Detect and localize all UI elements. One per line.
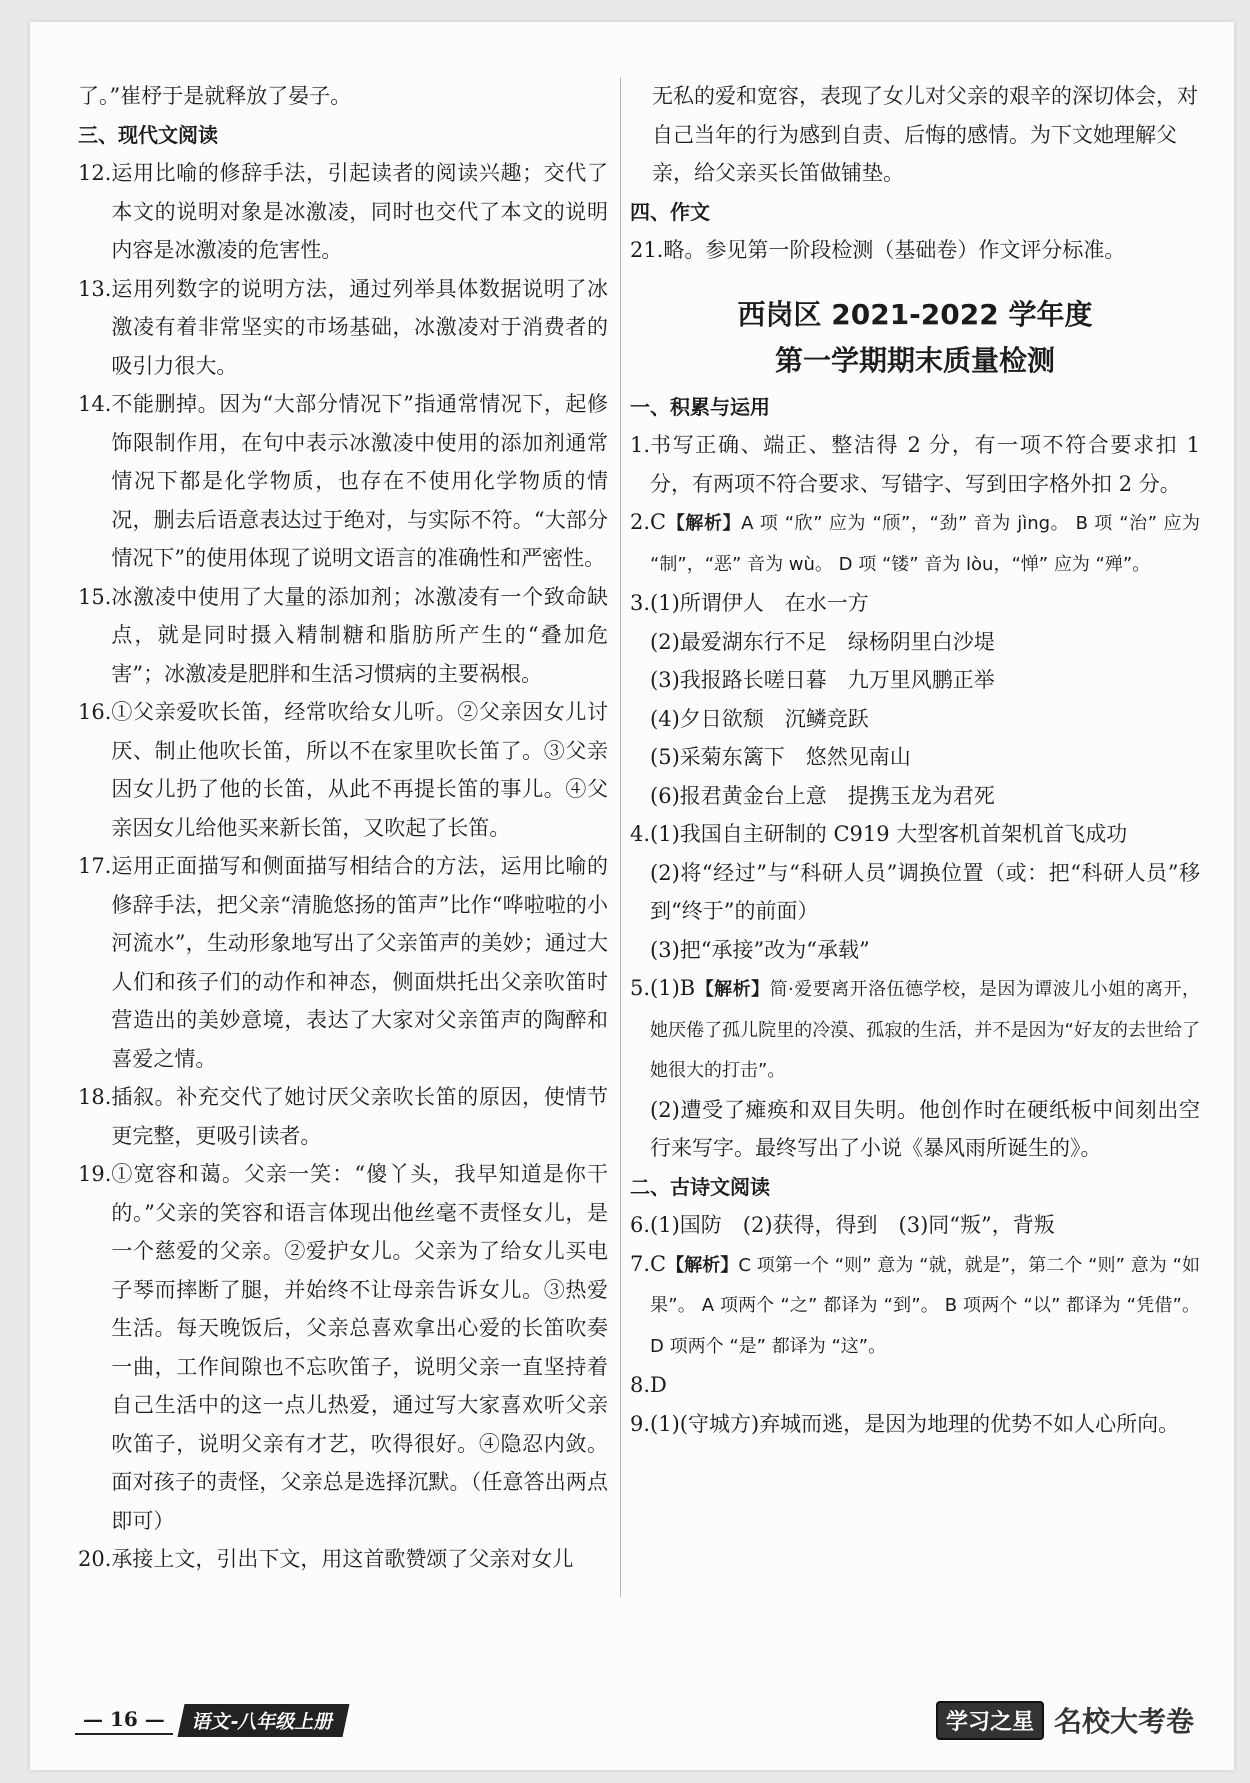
brand-logo: 学习之星	[936, 1701, 1044, 1740]
answer-2: 2. C【解析】A 项 “欣” 应为 “颀”，“劲” 音为 jìng。 B 项 “治” 应为 “制”，“恶” 音为 wù。 D 项 “镂” 音为 lòu，“惮” 应为 “殚”。	[630, 510, 1200, 575]
answer-4-line: (3)把“承接”改为“承载”	[650, 937, 870, 962]
column-divider	[620, 77, 621, 1597]
answer-19: 19. ①宽容和蔼。父亲一笑：“傻丫头，我早知道是你干的。”父亲的笑容和语言体现出他丝毫不责怪女儿，是一个慈爱的父亲。②爱护女儿。父亲为了给女儿买电子琴而摔断了腿，并始终不让母亲告诉女儿。③热爱生活。每天晚饭后，父亲总喜欢拿出心爱的长笛吹奏一曲，工作间隙也不忘吹笛子，说明父亲一直坚持着自己生活中的这一点儿热爱，通过写大家喜欢听父亲吹笛子，说明父亲有才艺，吹得很好。④隐忍内敛。面对孩子的责怪，父亲总是选择沉默。（任意答出两点即可）	[78, 1162, 608, 1533]
answer-3-line: (2)最爱湖东行不足 绿杨阴里白沙堤	[650, 629, 995, 654]
answer-4-line: (2)将“经过”与“科研人员”调换位置（或：把“科研人员”移到“终于”的前面）	[650, 860, 1200, 923]
answer-12: 12. 运用比喻的修辞手法，引起读者的阅读兴趣；交代了本文的说明对象是冰激凌，同时也交代了本文的说明内容是冰激凌的危害性。	[78, 161, 608, 262]
answer-choice: C	[650, 1251, 667, 1276]
analysis-text: C 项第一个 “则” 意为 “就，就是”，第二个 “则” 意为 “如果”。 A 项两个 “之” 都译为 “到”。 B 项两个 “以” 都译为 “凭借”。 D 项两个 “是” 都译为 “这”。	[650, 1254, 1200, 1357]
continued-text: 了。”崔杼于是就释放了晏子。	[78, 84, 352, 108]
answer-16: 16. ①父亲爱吹长笛，经常吹给女儿听。②父亲因女儿讨厌、制止他吹长笛，所以不在家里吹长笛了。③父亲因女儿扔了他的长笛，从此不再提长笛的事儿。④父亲因女儿给他买来新长笛，又吹起了长笛。	[78, 700, 608, 840]
left-column	[78, 77, 608, 1579]
answer-3-line: (4)夕日欲颓 沉鳞竞跃	[650, 706, 869, 731]
analysis-label: 【解析】	[666, 513, 742, 534]
page-sheet	[30, 22, 1234, 1770]
answer-5: 5. (1)B【解析】简·爱要离开洛伍德学校，是因为谭波儿小姐的离开，她厌倦了孤儿院里的冷漠、孤寂的生活，并不是因为“好友的去世给了她很大的打击”。 (2)遭受了瘫痪和双目失明。他创作时在硬纸板中间刻出空行来写字。最终写出了小说《暴风雨所诞生的》。	[630, 969, 1200, 1168]
continued-text-20: 无私的爱和宽容，表现了女儿对父亲的艰辛的深切体会，对自己当年的行为感到自责、后悔的感情。为下文她理解父亲，给父亲买长笛做铺垫。	[652, 84, 1198, 185]
answer-21: 21. 略。参见第一阶段检测（基础卷）作文评分标准。	[630, 238, 1126, 262]
answer-5-choice: (1)B	[650, 976, 696, 1000]
brand	[936, 1700, 1194, 1740]
answer-3-line: (1)所谓伊人 在水一方	[650, 591, 869, 615]
exam-title	[630, 292, 1200, 384]
section-heading-1: 一、积累与运用	[630, 394, 770, 419]
answer-9: 9. (1)(守城方)弃城而逃，是因为地理的优势不如人心所向。	[630, 1411, 1180, 1436]
answer-6: 6. (1)国防 (2)获得，得到 (3)同“叛”，背叛	[630, 1213, 1055, 1237]
exam-title-line-2: 第一学期期末质量检测	[774, 343, 1055, 377]
analysis-text: A 项 “欣” 应为 “颀”，“劲” 音为 jìng。 B 项 “治” 应为 “制”，“恶” 音为 wù。 D 项 “镂” 音为 lòu，“惮” 应为 “殚”。	[650, 513, 1200, 575]
analysis-label: 【解析】	[695, 979, 770, 1000]
exam-title-line-1: 西岗区 2021-2022 学年度	[737, 297, 1093, 331]
analysis-text: 简·爱要离开洛伍德学校，是因为谭波儿小姐的离开，她厌倦了孤儿院里的冷漠、孤寂的生活，并不是因为“好友的去世给了她很大的打击”。	[650, 979, 1200, 1081]
answer-20: 20. 承接上文，引出下文，用这首歌赞颂了父亲对女儿	[78, 1547, 574, 1571]
answer-1: 1. 书写正确、端正、整洁得 2 分，有一项不符合要求扣 1 分，有两项不符合要求、写错字、写到田字格外扣 2 分。	[630, 433, 1200, 496]
answer-3-line: (5)采菊东篱下 悠然见南山	[650, 745, 911, 769]
answer-13: 13. 运用列数字的说明方法，通过列举具体数据说明了冰激凌有着非常坚实的市场基础，冰激凌对于消费者的吸引力很大。	[78, 276, 608, 378]
section-heading-4: 四、作文	[630, 199, 710, 224]
answer-7: 7. C【解析】C 项第一个 “则” 意为 “就，就是”，第二个 “则” 意为 “如果”。 A 项两个 “之” 都译为 “到”。 B 项两个 “以” 都译为 “凭借”。 D 项两个 “是” 都译为 “这”。	[630, 1251, 1200, 1357]
answer-5-part-2: (2)遭受了瘫痪和双目失明。他创作时在硬纸板中间刻出空行来写字。最终写出了小说《暴风雨所诞生的》。	[650, 1097, 1200, 1160]
answer-14: 14. 不能删掉。因为“大部分情况下”指通常情况下，起修饰限制作用，在句中表示冰激凌中使用的添加剂通常情况下都是化学物质，也存在不使用化学物质的情况，删去后语意表达过于绝对，与实际不符。“大部分情况下”的使用体现了说明文语言的准确性和严密性。	[78, 392, 608, 570]
answer-15: 15. 冰激凌中使用了大量的添加剂；冰激凌有一个致命缺点，就是同时摄入精制糖和脂肪所产生的“叠加危害”；冰激凌是肥胖和生活习惯病的主要祸根。	[78, 584, 608, 686]
page-number: — 16 —	[75, 1705, 173, 1735]
analysis-label: 【解析】	[666, 1254, 739, 1276]
page-footer	[75, 1698, 1194, 1742]
answer-17: 17. 运用正面描写和侧面描写相结合的方法，运用比喻的修辞手法，把父亲“清脆悠扬的笛声”比作“哗啦啦的小河流水”，生动形象地写出了父亲笛声的美妙；通过大人们和孩子们的动作和神态，侧面烘托出父亲吹笛时营造出的美妙意境，表达了大家对父亲笛声的陶醉和喜爱之情。	[78, 854, 608, 1071]
subject-label: 语文-八年级上册	[177, 1704, 349, 1737]
answer-choice: C	[650, 510, 667, 534]
section-heading-2: 二、古诗文阅读	[630, 1174, 770, 1199]
answer-8: 8. D	[630, 1373, 667, 1397]
brand-name: 名校大考卷	[1053, 1705, 1194, 1738]
answer-3-line: (3)我报路长嗟日暮 九万里风鹏正举	[650, 668, 995, 692]
answer-3-line: (6)报君黄金台上意 提携玉龙为君死	[650, 783, 995, 808]
answer-3: 3. (1)所谓伊人 在水一方 (2)最爱湖东行不足 绿杨阴里白沙堤 (3)我报路长嗟日暮 九万里风鹏正举 (4)夕日欲颓 沉鳞竞跃 (5)采菊东篱下 悠然见南山 (6)报君黄金台上意 提携玉龙为君死	[630, 584, 1200, 815]
right-column	[630, 77, 1200, 1443]
section-heading-3: 三、现代文阅读	[78, 122, 218, 147]
answer-4-line: (1)我国自主研制的 C919 大型客机首架机首飞成功	[650, 822, 1128, 846]
answer-18: 18. 插叙。补充交代了她讨厌父亲吹长笛的原因，使情节更完整，更吸引读者。	[78, 1085, 608, 1148]
answer-4: 4. (1)我国自主研制的 C919 大型客机首架机首飞成功 (2)将“经过”与“科研人员”调换位置（或：把“科研人员”移到“终于”的前面） (3)把“承接”改为“承载”	[630, 815, 1200, 969]
